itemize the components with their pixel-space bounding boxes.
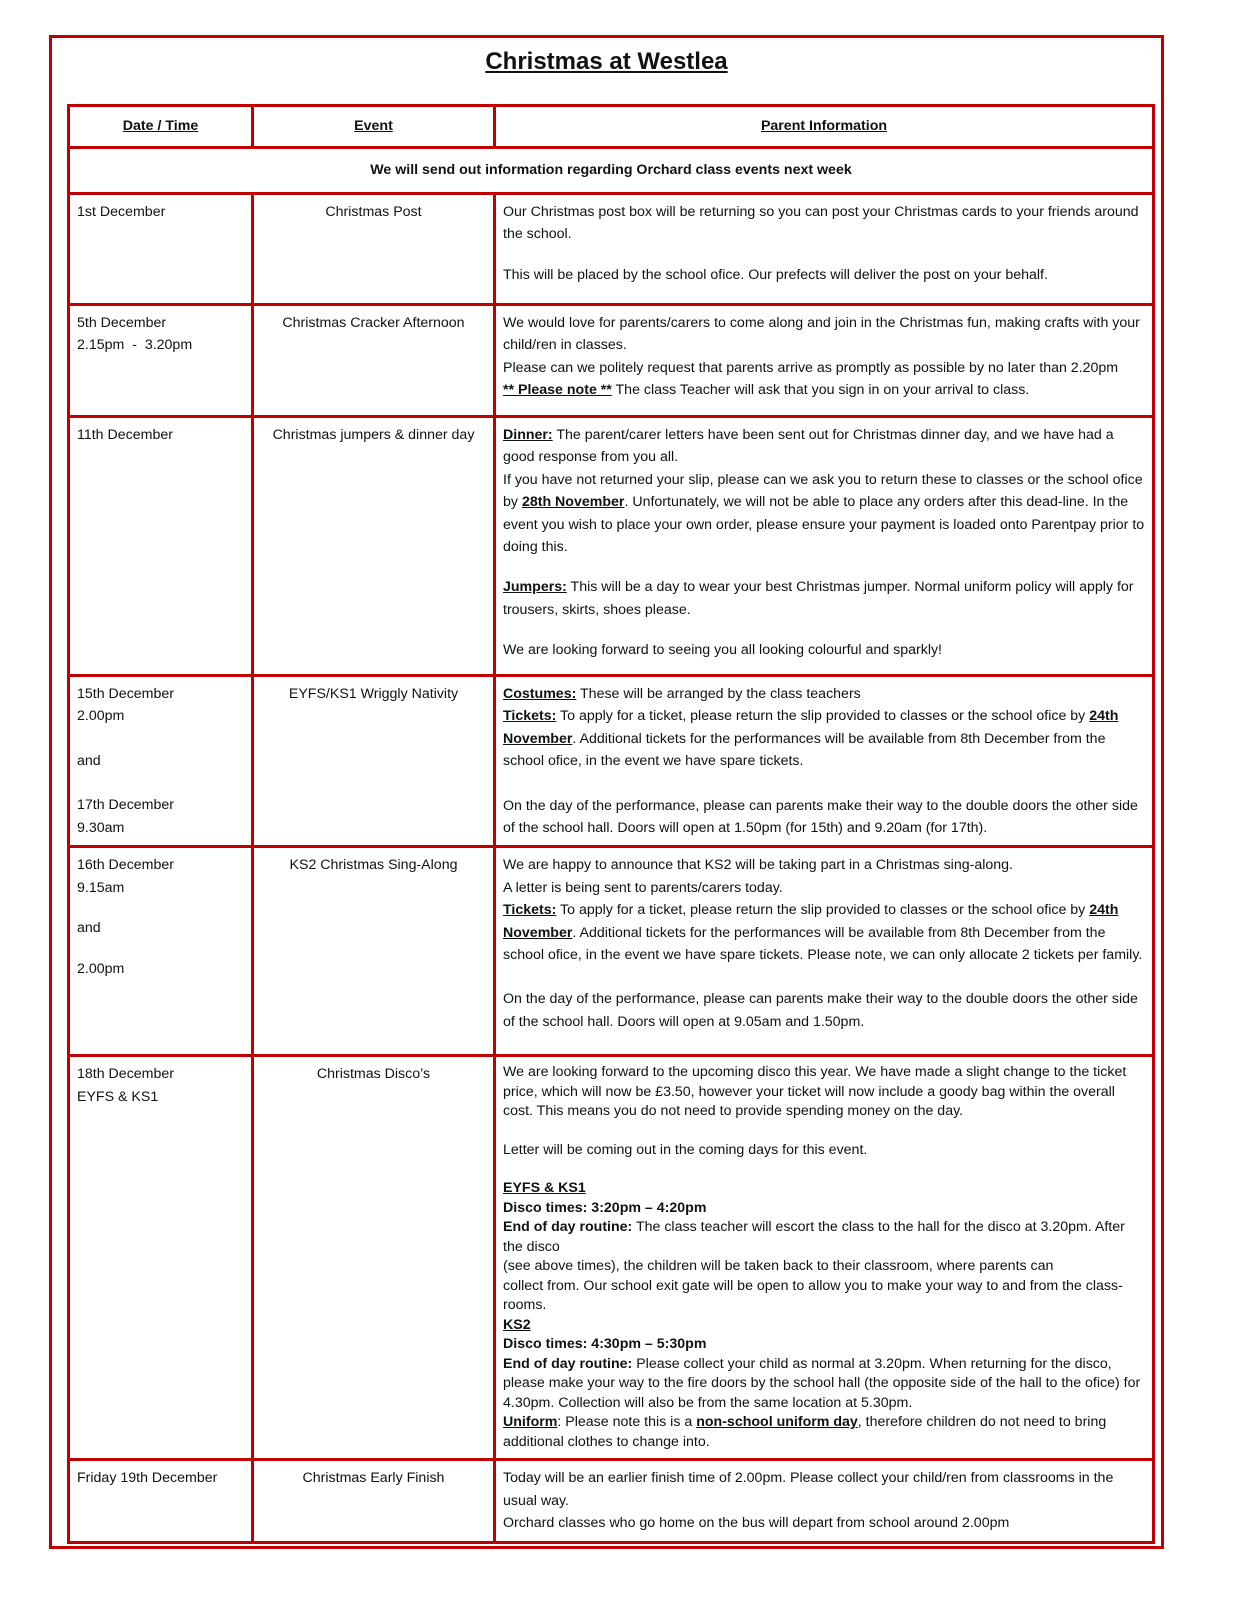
slip-text: If you have not returned your slip, please can we ask you to return these to classes or the school ofice by xyxy=(503,471,1143,511)
dinner-label: Dinner: xyxy=(503,427,553,443)
eyfs-disco-times: Disco times: 3:20pm – 4:20pm xyxy=(503,1199,707,1216)
date-line: 15th December xyxy=(77,686,174,702)
tickets-text: To apply for a ticket, please return the slip provided to classes or the school ofice by xyxy=(556,708,1090,725)
routine-text: The class teacher will escort the class to the hall for the disco at 3.20pm. After the disco xyxy=(503,1219,1125,1255)
info-paragraph: Orchard classes who go home on the bus will depart from school around 2.00pm xyxy=(503,1515,1010,1532)
page-border xyxy=(49,35,1164,1549)
tickets-text: . Additional tickets for the performances will be available from 8th December from the school ofice, in the event we have spare tickets. Please note, we can only allocate 2 tickets per family. xyxy=(503,924,1143,964)
header-event: Event xyxy=(253,106,495,148)
group-line: EYFS & KS1 xyxy=(77,1088,159,1105)
date-cell xyxy=(69,194,253,305)
tickets-paragraph xyxy=(503,705,1145,772)
note-text: The class Teacher will ask that you sign in on your arrival to class. xyxy=(611,382,1030,399)
info-cell xyxy=(495,1056,1154,1460)
ks2-routine xyxy=(503,1355,1145,1414)
header-row xyxy=(69,106,1154,148)
uniform-text: : Please note this is a xyxy=(557,1414,697,1431)
closing-paragraph: We are looking forward to seeing you all looking colourful and sparkly! xyxy=(503,642,943,659)
tickets-deadline: 24th November xyxy=(503,708,1119,747)
event-cell: Christmas Post xyxy=(253,194,495,305)
date-cell xyxy=(69,1056,253,1460)
table-row xyxy=(69,194,1154,305)
non-uniform-emphasis: non-school uniform day xyxy=(696,1414,858,1431)
info-note xyxy=(503,379,1145,401)
event-cell: Christmas jumpers & dinner day xyxy=(253,417,495,676)
slip-paragraph xyxy=(503,469,1145,559)
date-line: 16th December xyxy=(77,857,174,874)
orchard-notice: We will send out information regarding Orchard class events next week xyxy=(69,148,1154,194)
table-row xyxy=(69,1056,1154,1460)
event-cell: EYFS/KS1 Wriggly Nativity xyxy=(253,676,495,847)
tickets-deadline: 24th November xyxy=(503,902,1119,941)
info-paragraph: Letter will be coming out in the coming days for this event. xyxy=(503,1141,868,1158)
slip-deadline: 28th November xyxy=(521,494,625,511)
header-date-time: Date / Time xyxy=(69,106,253,148)
info-paragraph: Our Christmas post box will be returning so you can post your Christmas cards to your friends around the school. xyxy=(503,204,1139,243)
events-table xyxy=(67,104,1155,1544)
performance-day-paragraph: On the day of the performance, please can parents make their way to the double doors the other side of the school hall. Doors will open at 1.50pm (for 15th) and 9.20am (for 17th). xyxy=(503,797,1138,837)
info-cell xyxy=(495,847,1154,1056)
time-line: 2.00pm xyxy=(77,708,125,725)
table-row xyxy=(69,305,1154,417)
eyfs-routine-cont: collect from. Our school exit gate will be open to allow you to make your way to and from the class-rooms. xyxy=(503,1277,1123,1314)
notice-row xyxy=(69,148,1154,194)
jumpers-paragraph xyxy=(503,576,1145,621)
date-cell xyxy=(69,847,253,1056)
document-title: Christmas at Westlea xyxy=(485,48,728,75)
date-cell xyxy=(69,676,253,847)
date-cell xyxy=(69,417,253,676)
jumpers-label: Jumpers: xyxy=(503,579,567,596)
event-cell: Christmas Disco’s xyxy=(253,1056,495,1460)
info-paragraph: Please can we politely request that parents arrive as promptly as possible by no later than 2.20pm xyxy=(503,359,1119,376)
jumpers-text: This will be a day to wear your best Christmas jumper. Normal uniform policy will apply for trousers, skirts, shoes please. xyxy=(503,579,1134,618)
tickets-label: Tickets: xyxy=(503,708,557,725)
time-line: 9.30am xyxy=(77,819,125,836)
uniform-text: , therefore children do not need to bring additional clothes to change into. xyxy=(503,1414,1107,1450)
table-row xyxy=(69,676,1154,847)
routine-text: Please collect your child as normal at 3.20pm. When returning for the disco, please make your way to the fire doors by the school hall (the opposite side of the hall to the ofice) for 4.30pm. Collection will also be from the same location at 5.30pm. xyxy=(503,1355,1141,1411)
routine-label: End of day routine: xyxy=(503,1219,633,1236)
ks2-heading: KS2 xyxy=(503,1316,531,1333)
routine-label: End of day routine: xyxy=(503,1355,633,1372)
event-cell: KS2 Christmas Sing-Along xyxy=(253,847,495,1056)
date-cell xyxy=(69,305,253,417)
costumes-paragraph xyxy=(503,683,1145,705)
uniform-label: Uniform xyxy=(503,1414,558,1431)
date-line: 17th December xyxy=(77,797,174,814)
time-line: 2.15pm - 3.20pm xyxy=(77,337,193,354)
please-note-label: ** Please note ** xyxy=(503,382,612,399)
info-cell xyxy=(495,676,1154,847)
info-paragraph: This will be placed by the school ofice. Our prefects will deliver the post on your behalf. xyxy=(503,266,1048,283)
table-row xyxy=(69,417,1154,676)
event-cell: Christmas Cracker Afternoon xyxy=(253,305,495,417)
and-line: and xyxy=(77,920,101,937)
date-line: 1st December xyxy=(77,204,166,220)
eyfs-routine-cont: (see above times), the children will be taken back to their classroom, where parents can xyxy=(503,1258,1054,1275)
dinner-paragraph xyxy=(503,424,1145,469)
info-cell xyxy=(495,417,1154,676)
tickets-paragraph xyxy=(503,899,1145,966)
info-cell xyxy=(495,194,1154,305)
tickets-text: To apply for a ticket, please return the slip provided to classes or the school ofice by xyxy=(556,902,1090,919)
costumes-text: These will be arranged by the class teachers xyxy=(576,686,861,702)
table-row xyxy=(69,847,1154,1056)
tickets-text: . Additional tickets for the performances will be available from 8th December from the school ofice, in the event we have spare tickets. xyxy=(503,730,1106,770)
tickets-label: Tickets: xyxy=(503,902,557,919)
time-line: 9.15am xyxy=(77,879,125,896)
ks2-disco-times: Disco times: 4:30pm – 5:30pm xyxy=(503,1336,707,1353)
dinner-text: The parent/carer letters have been sent out for Christmas dinner day, and we have had a good response from you all. xyxy=(503,427,1114,466)
date-line: 5th December xyxy=(77,315,167,331)
info-cell xyxy=(495,305,1154,417)
eyfs-heading: EYFS & KS1 xyxy=(503,1180,586,1197)
info-paragraph: We are happy to announce that KS2 will be taking part in a Christmas sing-along. xyxy=(503,857,1013,874)
date-line: Friday 19th December xyxy=(77,1470,218,1487)
info-paragraph: Today will be an earlier finish time of 2.00pm. Please collect your child/ren from classrooms in the usual way. xyxy=(503,1470,1114,1509)
performance-day-paragraph: On the day of the performance, please can parents make their way to the double doors the other side of the school hall. Doors will open at 9.05am and 1.50pm. xyxy=(503,991,1138,1030)
date-line: 11th December xyxy=(77,427,173,443)
header-parent-information: Parent Information xyxy=(495,106,1154,148)
costumes-label: Costumes: xyxy=(503,686,577,702)
slip-text: . Unfortunately, we will not be able to place any orders after this dead-line. In the event you wish to place your own order, please ensure your payment is loaded onto Parentpay prior to doing this. xyxy=(503,494,1145,556)
table-row xyxy=(69,1460,1154,1542)
date-line: 18th December xyxy=(77,1066,174,1083)
eyfs-routine xyxy=(503,1218,1145,1257)
date-cell xyxy=(69,1460,253,1542)
info-paragraph: We are looking forward to the upcoming disco this year. We have made a slight change to the ticket price, which will now be £3.50, however your ticket will now include a goody bag within the overall cost. This means you do not need to provide spending money on the day. xyxy=(503,1064,1127,1120)
uniform-paragraph xyxy=(503,1413,1145,1452)
info-cell xyxy=(495,1460,1154,1542)
info-paragraph: A letter is being sent to parents/carers today. xyxy=(503,879,783,896)
event-cell: Christmas Early Finish xyxy=(253,1460,495,1542)
time-line: 2.00pm xyxy=(77,960,125,977)
and-line: and xyxy=(77,752,101,769)
info-paragraph: We would love for parents/carers to come along and join in the Christmas fun, making crafts with your child/ren in classes. xyxy=(503,315,1140,354)
